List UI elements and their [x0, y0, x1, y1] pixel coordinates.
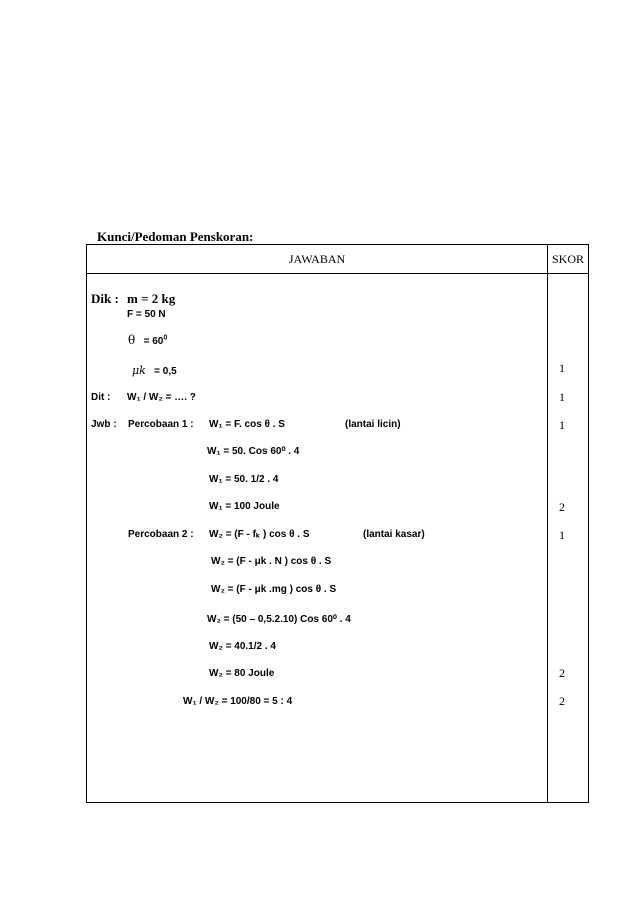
dik-angle — [128, 333, 167, 347]
scoring-table — [86, 244, 589, 803]
p2-line-2: W₂ = (F - μk . N ) cos θ . S — [211, 556, 332, 567]
column-header-jawaban: JAWABAN — [87, 245, 548, 274]
jwb-label: Jwb : — [91, 419, 117, 430]
p2-line-4: W₂ = (50 – 0,5.2.10) Cos 60⁰ . 4 — [207, 614, 351, 625]
dit-question: W₁ / W₂ = …. ? — [127, 392, 196, 403]
p1-line-1: W₁ = F. cos θ . S — [209, 419, 285, 430]
ratio-result: W₁ / W₂ = 100/80 = 5 : 4 — [183, 696, 293, 707]
dit-label: Dit : — [91, 392, 111, 403]
p1-line-3: W₁ = 50. 1/2 . 4 — [209, 474, 279, 485]
p2-line-3: W₂ = (F - μk .mg ) cos θ . S — [211, 584, 337, 595]
skor-value: 1 — [559, 418, 565, 432]
p2-line-5: W₂ = 40.1/2 . 4 — [209, 641, 276, 652]
dik-friction — [132, 364, 177, 377]
p1-note: (lantai licin) — [345, 419, 401, 430]
section-heading: Kunci/Pedoman Penskoran: — [97, 229, 254, 244]
skor-value: 1 — [559, 528, 565, 542]
skor-value: 2 — [559, 666, 565, 680]
mu-symbol: μk — [132, 364, 146, 377]
skor-value: 2 — [559, 694, 565, 708]
column-header-skor: SKOR — [548, 245, 589, 274]
p2-line-6: W₂ = 80 Joule — [209, 668, 275, 679]
percobaan-2-label: Percobaan 2 : — [128, 529, 194, 540]
p1-line-4: W₁ = 100 Joule — [209, 501, 280, 512]
p2-line-1: W₂ = (F - fₖ ) cos θ . S — [209, 529, 310, 540]
skor-cell — [548, 274, 589, 803]
percobaan-1-label: Percobaan 1 : — [128, 419, 194, 430]
dik-angle-value: = 60 — [143, 336, 164, 347]
dik-mass: m = 2 kg — [127, 291, 176, 306]
theta-symbol: θ — [128, 333, 136, 347]
dik-force: F = 50 N — [127, 309, 166, 320]
skor-value: 1 — [559, 390, 565, 404]
dik-label: Dik : — [91, 291, 119, 306]
skor-value: 2 — [559, 500, 565, 514]
p1-line-2: W₁ = 50. Cos 60⁰ . 4 — [207, 446, 300, 457]
skor-value: 1 — [559, 361, 565, 375]
p2-note: (lantai kasar) — [363, 529, 425, 540]
dik-friction-value: = 0,5 — [154, 366, 177, 377]
degree-superscript: 0 — [163, 334, 168, 342]
